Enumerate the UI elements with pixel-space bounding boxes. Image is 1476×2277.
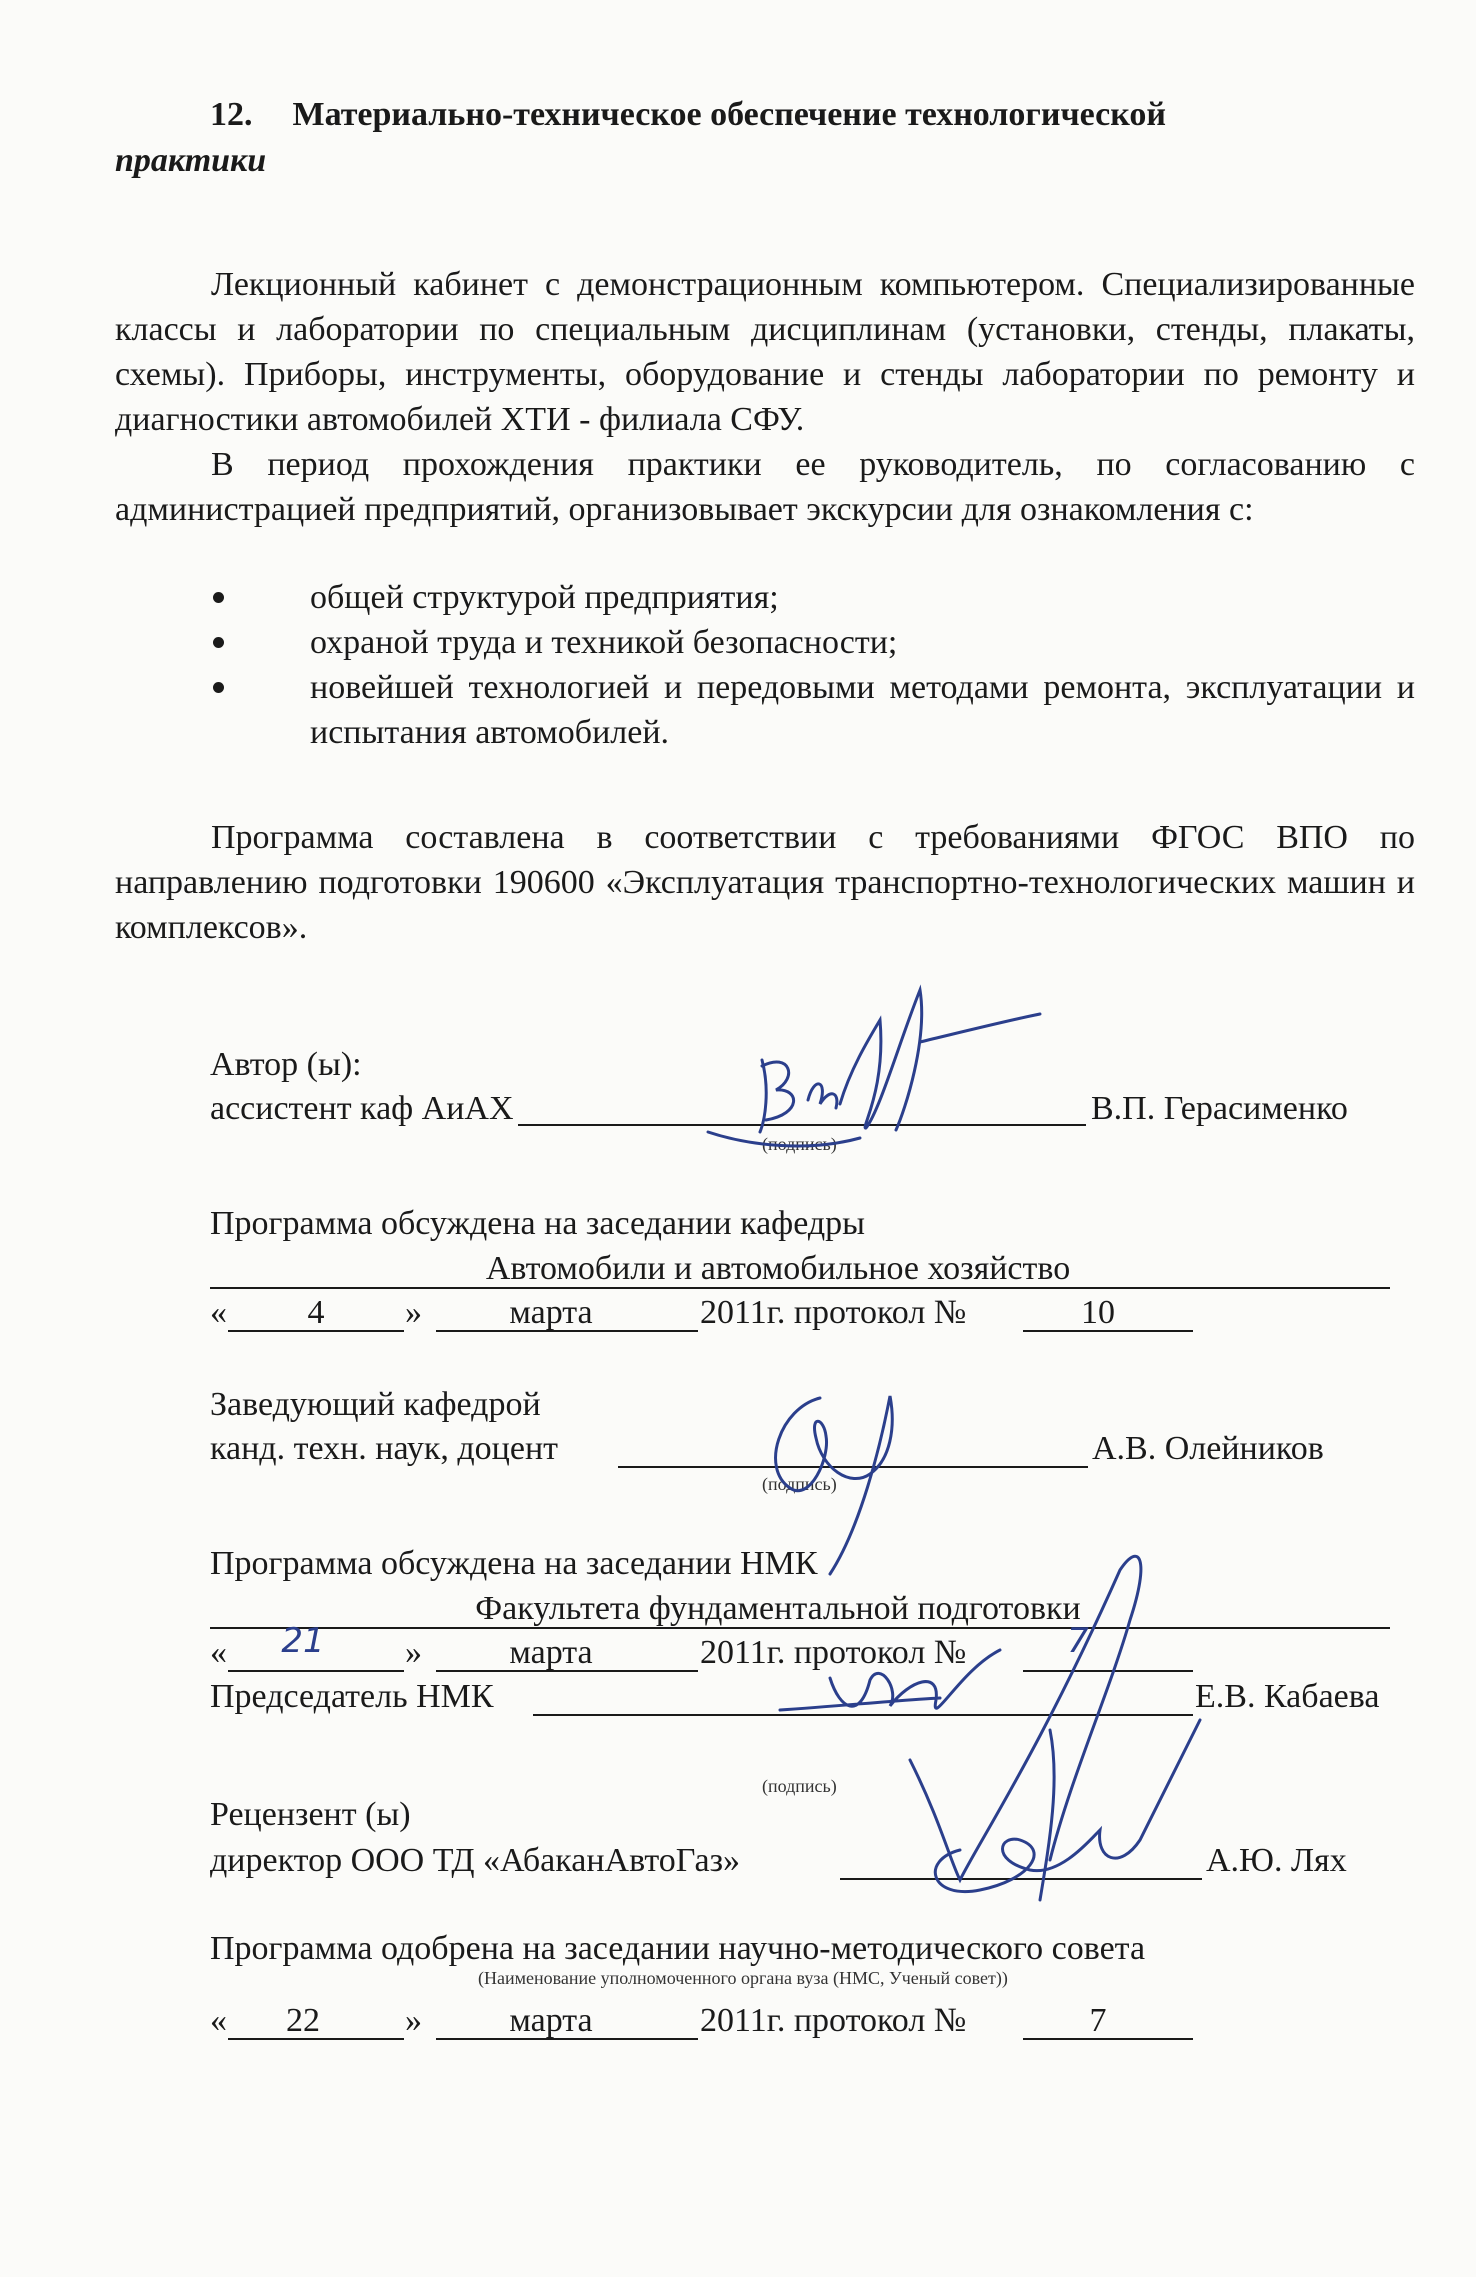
author-position: ассистент каф АиАХ bbox=[210, 1090, 514, 1127]
section-heading bbox=[115, 92, 1415, 184]
nmk-chair-name: Е.В. Кабаева bbox=[1195, 1678, 1380, 1715]
nmk-protocol-line bbox=[1023, 1670, 1193, 1672]
council-date-quote-open: « bbox=[210, 2002, 227, 2039]
council-month: марта bbox=[509, 2002, 593, 2039]
nmk-protocol-label: 2011г. протокол № bbox=[700, 1634, 967, 1671]
council-protocol-label: 2011г. протокол № bbox=[700, 2002, 967, 2039]
author-signature-line bbox=[518, 1124, 1086, 1126]
reviewer-label: Рецензент (ы) bbox=[210, 1796, 411, 1833]
section-title-line2: практики bbox=[115, 142, 267, 179]
author-signature-icon bbox=[690, 980, 1060, 1160]
author-label: Автор (ы): bbox=[210, 1046, 362, 1083]
department-protocol-number: 10 bbox=[1081, 1294, 1115, 1331]
council-date-quote-close: » bbox=[405, 2002, 422, 2039]
paragraph-program-compliance: Программа составлена в соответствии с требованиями ФГОС ВПО по направлению подготовки 190600 «Эксплуатация транспортно-технологических машин и комплексов». bbox=[115, 819, 1415, 946]
paragraph-equipment: Лекционный кабинет с демонстрационным компьютером. Специализированные классы и лаборатории по специальным дисциплинам (установки, стенды, плакаты, схемы). Приборы, инструменты, оборудование и стенды лаборатории по ремонту и диагностики автомобилей ХТИ - филиала СФУ. bbox=[115, 266, 1415, 438]
department-date-quote-open: « bbox=[210, 1294, 227, 1331]
nmk-chair-signature-line bbox=[533, 1714, 1193, 1716]
bullet-list bbox=[115, 575, 1415, 755]
department-meeting-label: Программа обсуждена на заседании кафедры bbox=[210, 1205, 865, 1242]
council-protocol-number: 7 bbox=[1089, 2002, 1107, 2039]
council-caption: (Наименование уполномоченного органа вуза (НМС, Ученый совет)) bbox=[478, 1968, 1008, 1988]
bullet-dot-icon bbox=[115, 620, 310, 665]
faculty-name: Факультета фундаментальной подготовки bbox=[475, 1590, 1081, 1627]
head-signature-line bbox=[618, 1466, 1088, 1468]
bullet-dot-icon bbox=[115, 575, 310, 620]
bullet-item: общей структурой предприятия; bbox=[115, 575, 1415, 620]
head-of-department-position: канд. техн. наук, доцент bbox=[210, 1430, 559, 1467]
nmk-month: марта bbox=[509, 1634, 593, 1671]
reviewer-name: А.Ю. Лях bbox=[1206, 1842, 1347, 1879]
nmk-day-handwritten: 21 bbox=[281, 1621, 325, 1661]
section-title-line1: Материально-техническое обеспечение технологической bbox=[292, 96, 1166, 133]
section-number: 12. bbox=[210, 96, 253, 133]
nmk-date-quote-open: « bbox=[210, 1634, 227, 1671]
head-of-department-label: Заведующий кафедрой bbox=[210, 1386, 541, 1423]
reviewer-position: директор ООО ТД «АбаканАвтоГаз» bbox=[210, 1842, 741, 1879]
head-signature-caption: (подпись) bbox=[762, 1474, 837, 1494]
nmk-signature-caption: (подпись) bbox=[762, 1776, 837, 1796]
department-date-quote-close: » bbox=[405, 1294, 422, 1331]
department-protocol-label: 2011г. протокол № bbox=[700, 1294, 967, 1331]
bullet-item: новейшей технологией и передовыми методами ремонта, эксплуатации и испытания автомобилей. bbox=[115, 665, 1415, 755]
bullet-item: охраной труда и техникой безопасности; bbox=[115, 620, 1415, 665]
author-signature-caption: (подпись) bbox=[762, 1134, 837, 1154]
department-month: марта bbox=[509, 1294, 593, 1331]
council-label: Программа одобрена на заседании научно-методического совета bbox=[210, 1930, 1146, 1967]
head-of-department-name: А.В. Олейников bbox=[1092, 1430, 1324, 1467]
nmk-day-line bbox=[228, 1670, 404, 1672]
bullet-dot-icon bbox=[115, 665, 310, 755]
nmk-meeting-label: Программа обсуждена на заседании НМК bbox=[210, 1545, 818, 1582]
author-name: В.П. Герасименко bbox=[1091, 1090, 1348, 1127]
nmk-protocol-handwritten: 7 bbox=[1067, 1621, 1089, 1661]
council-day: 22 bbox=[286, 2002, 320, 2039]
reviewer-signature-line bbox=[840, 1878, 1202, 1880]
nmk-date-quote-close: » bbox=[405, 1634, 422, 1671]
department-day: 4 bbox=[307, 1294, 325, 1331]
paragraph-excursions: В период прохождения практики ее руководитель, по согласованию с администрацией предприятий, организовывает экскурсии для ознакомления с: bbox=[115, 446, 1415, 528]
nmk-chair-label: Председатель НМК bbox=[210, 1678, 494, 1715]
reviewer-signature-icon bbox=[900, 1700, 1220, 1920]
department-name: Автомобили и автомобильное хозяйство bbox=[485, 1250, 1071, 1287]
